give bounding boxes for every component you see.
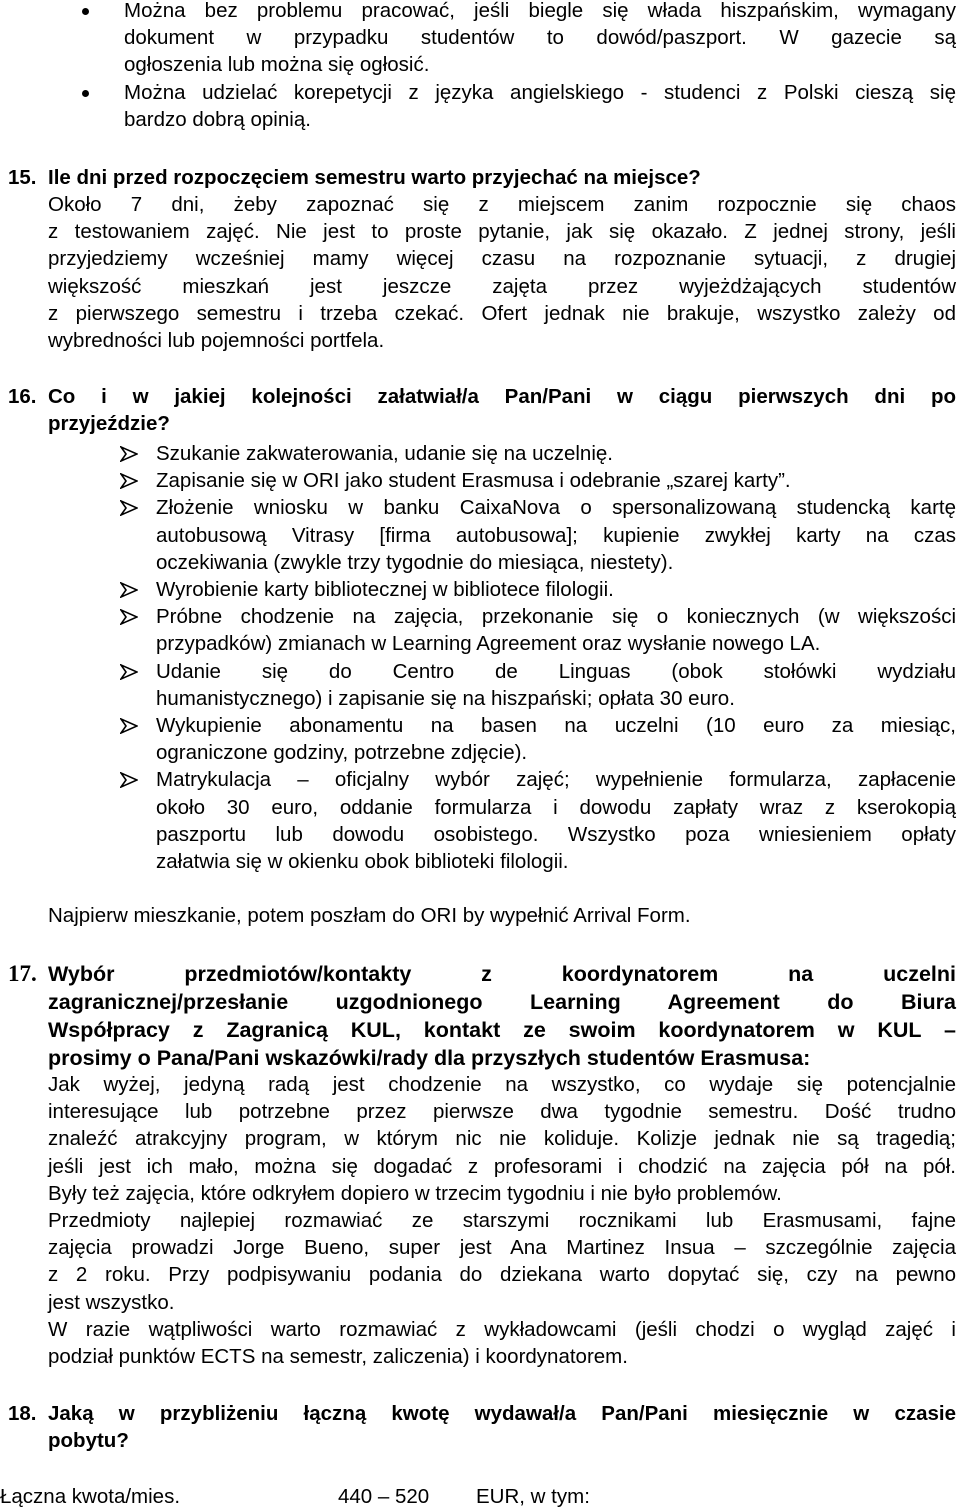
arrow-list-item	[120, 603, 956, 657]
text-line: zajęcia prowadzi Jorge Bueno, super jest Ana Martinez Insua – szczególnie zajęcia	[48, 1236, 956, 1260]
text-line: paszportu lub dowodu osobistego. Wszystko poza wniesieniem opłaty	[156, 822, 956, 846]
arrow-bullet-icon	[120, 582, 138, 598]
question-title-line: Jaką w przybliżeniu łączną kwotę wydawał/a Pan/Pani miesięcznie w czasie	[48, 1402, 956, 1425]
text-line: Najpierw mieszkanie, potem poszłam do ORI by wypełnić Arrival Form.	[48, 904, 691, 927]
question-number: 16.	[8, 385, 37, 408]
question-17-heading	[8, 960, 956, 1072]
text-line: dokument w przypadku studentów to dowód/paszport. W gazecie są	[124, 26, 956, 50]
text-line: Jak wyżej, jedyną radą jest chodzenie na wszystko, co wydaje się potencjalnie	[48, 1073, 956, 1096]
text-line: załatwia się w okienku obok biblioteki filologii.	[156, 850, 569, 874]
text-line: Zapisanie się w ORI jako student Erasmusa i odebranie „szarej karty”.	[156, 469, 791, 493]
total-currency: EUR, w tym:	[476, 1485, 590, 1508]
text-line: z testowaniem zajęć. Nie jest to proste pytanie, jak się okazało. Z jednej strony, jeśli	[48, 220, 956, 244]
text-line: Wykupienie abonamentu na basen na uczelni (10 euro za miesiąc,	[156, 714, 956, 738]
arrow-list-item	[120, 658, 956, 712]
question-number: 17.	[8, 961, 37, 986]
question-title: Ile dni przed rozpoczęciem semestru warto przyjechać na miejsce?	[48, 166, 701, 189]
text-line: autobusową Vitrasy [firma autobusowa]; kupienie zwykłej karty na czas	[156, 523, 956, 547]
total-label: Łączna kwota/mies.	[0, 1485, 181, 1508]
text-line: W razie wątpliwości warto rozmawiać z wykładowcami (jeśli chodzi o wygląd zajęć i	[48, 1317, 956, 1341]
arrow-list-item	[120, 440, 956, 467]
text-line: znaleźć atrakcyjny program, w którym nic nie koliduje. Kolizje jednak nie są tragedią;	[48, 1127, 956, 1151]
text-line: interesujące lub potrzebne przez pierwsze dwa tygodnie semestru. Dość trudno	[48, 1100, 956, 1124]
text-line: przypadków) zmianach w Learning Agreement oraz wysłanie nowego LA.	[156, 632, 821, 656]
text-line: wybredności lub pojemności portfela.	[48, 329, 385, 353]
bullet-list	[82, 0, 956, 133]
arrow-list-item	[120, 467, 956, 494]
question-16-summary	[48, 902, 956, 929]
total-amount: 440 – 520	[338, 1485, 430, 1508]
bullet-dot-icon	[82, 8, 89, 15]
text-line: ogłoszenia lub można się ogłosić.	[124, 53, 430, 77]
bullet-item	[82, 0, 956, 79]
text-line: przyjedziemy wcześniej mamy więcej czasu na rozpoznanie sytuacji, z drugiej	[48, 247, 956, 271]
question-number: 18.	[8, 1402, 37, 1425]
question-title-line: prosimy o Pana/Pani wskazówki/rady dla przyszłych studentów Erasmusa:	[48, 1046, 811, 1070]
text-line: Udanie się do Centro de Linguas (obok stołówki wydziału	[156, 659, 956, 683]
text-line: Były też zajęcia, które odkryłem dopiero w trzecim tygodniu i nie było problemów.	[48, 1181, 782, 1205]
question-15-heading	[8, 164, 956, 191]
text-line: Matrykulacja – oficjalny wybór zajęć; wypełnienie formularza, zapłacenie	[156, 768, 956, 792]
text-line: Szukanie zakwaterowania, udanie się na uczelnię.	[156, 442, 613, 465]
text-line: humanistycznego) i zapisanie się na hiszpański; opłata 30 euro.	[156, 686, 735, 710]
arrow-bullet-icon	[120, 772, 138, 788]
text-line: oczekiwania (zwykle trzy tygodnie do miesiąca, niestety).	[156, 550, 674, 574]
text-line: podział punktów ECTS na semestr, zaliczenia) i koordynatorem.	[48, 1345, 628, 1369]
text-line: Około 7 dni, żeby zapoznać się z miejscem zanim rozpocznie się chaos	[48, 193, 956, 216]
arrow-bullet-icon	[120, 473, 138, 489]
text-line: jeśli jest ich mało, można się dogadać z profesorami i chodzić na zajęcia pół na pół.	[48, 1154, 956, 1178]
arrow-list	[120, 440, 956, 875]
question-title-line: przyjeździe?	[48, 412, 170, 436]
question-title-line: Co i w jakiej kolejności załatwiał/a Pan/Pani w ciągu pierwszych dni po	[48, 385, 956, 408]
arrow-list-item	[120, 766, 956, 875]
question-title-line: Wybór przedmiotów/kontakty z koordynatorem na uczelni	[48, 962, 956, 986]
text-line: Złożenie wniosku w banku CaixaNova o spersonalizowaną studencką kartę	[156, 496, 956, 520]
question-17-answer	[48, 1071, 956, 1370]
question-15-answer	[48, 191, 956, 354]
text-line: z pierwszego semestru i trzeba czekać. Ofert jednak nie brakuje, wszystko zależy od	[48, 301, 956, 325]
text-line: Próbne chodzenie na zajęcia, przekonanie się o koniecznych (w większości	[156, 605, 956, 629]
text-line: około 30 euro, oddanie formularza i dowodu zapłaty wraz z kserokopią	[156, 795, 956, 819]
arrow-bullet-icon	[120, 718, 138, 734]
question-title-line: zagranicznej/przesłanie uzgodnionego Learning Agreement do Biura	[48, 990, 956, 1014]
text-line: jest wszystko.	[48, 1290, 175, 1314]
bullet-dot-icon	[82, 90, 89, 97]
arrow-list-item	[120, 712, 956, 766]
text-line: bardzo dobrą opinią.	[124, 107, 311, 131]
text-line: Wyrobienie karty bibliotecznej w bibliotece filologii.	[156, 578, 614, 602]
text-line: Można bez problemu pracować, jeśli biegle się włada hiszpańskim, wymagany	[124, 0, 956, 22]
bullet-item	[82, 79, 956, 133]
arrow-bullet-icon	[120, 500, 138, 516]
question-title-line: pobytu?	[48, 1429, 129, 1453]
text-line: Można udzielać korepetycji z języka angielskiego - studenci z Polski cieszą się	[124, 80, 956, 104]
question-title-line: Współpracy z Zagranicą KUL, kontakt ze swoim koordynatorem w KUL –	[48, 1018, 956, 1042]
text-line: z 2 roku. Przy podpisywaniu podania do dziekana warto dopytać się, czy na pewno	[48, 1263, 956, 1287]
text-line: większość mieszkań jest jeszcze zajęta przez wyjeżdżających studentów	[48, 274, 956, 298]
arrow-bullet-icon	[120, 446, 138, 462]
question-number: 15.	[8, 166, 37, 189]
question-18-heading	[8, 1400, 956, 1454]
text-line: ograniczone godziny, potrzebne zdjęcie).	[156, 741, 528, 765]
question-16-heading	[8, 383, 956, 437]
arrow-list-item	[120, 494, 956, 576]
arrow-bullet-icon	[120, 609, 138, 625]
arrow-list-item	[120, 576, 956, 603]
arrow-bullet-icon	[120, 664, 138, 680]
text-line: Przedmioty najlepiej rozmawiać ze starszymi rocznikami lub Erasmusami, fajne	[48, 1209, 956, 1233]
